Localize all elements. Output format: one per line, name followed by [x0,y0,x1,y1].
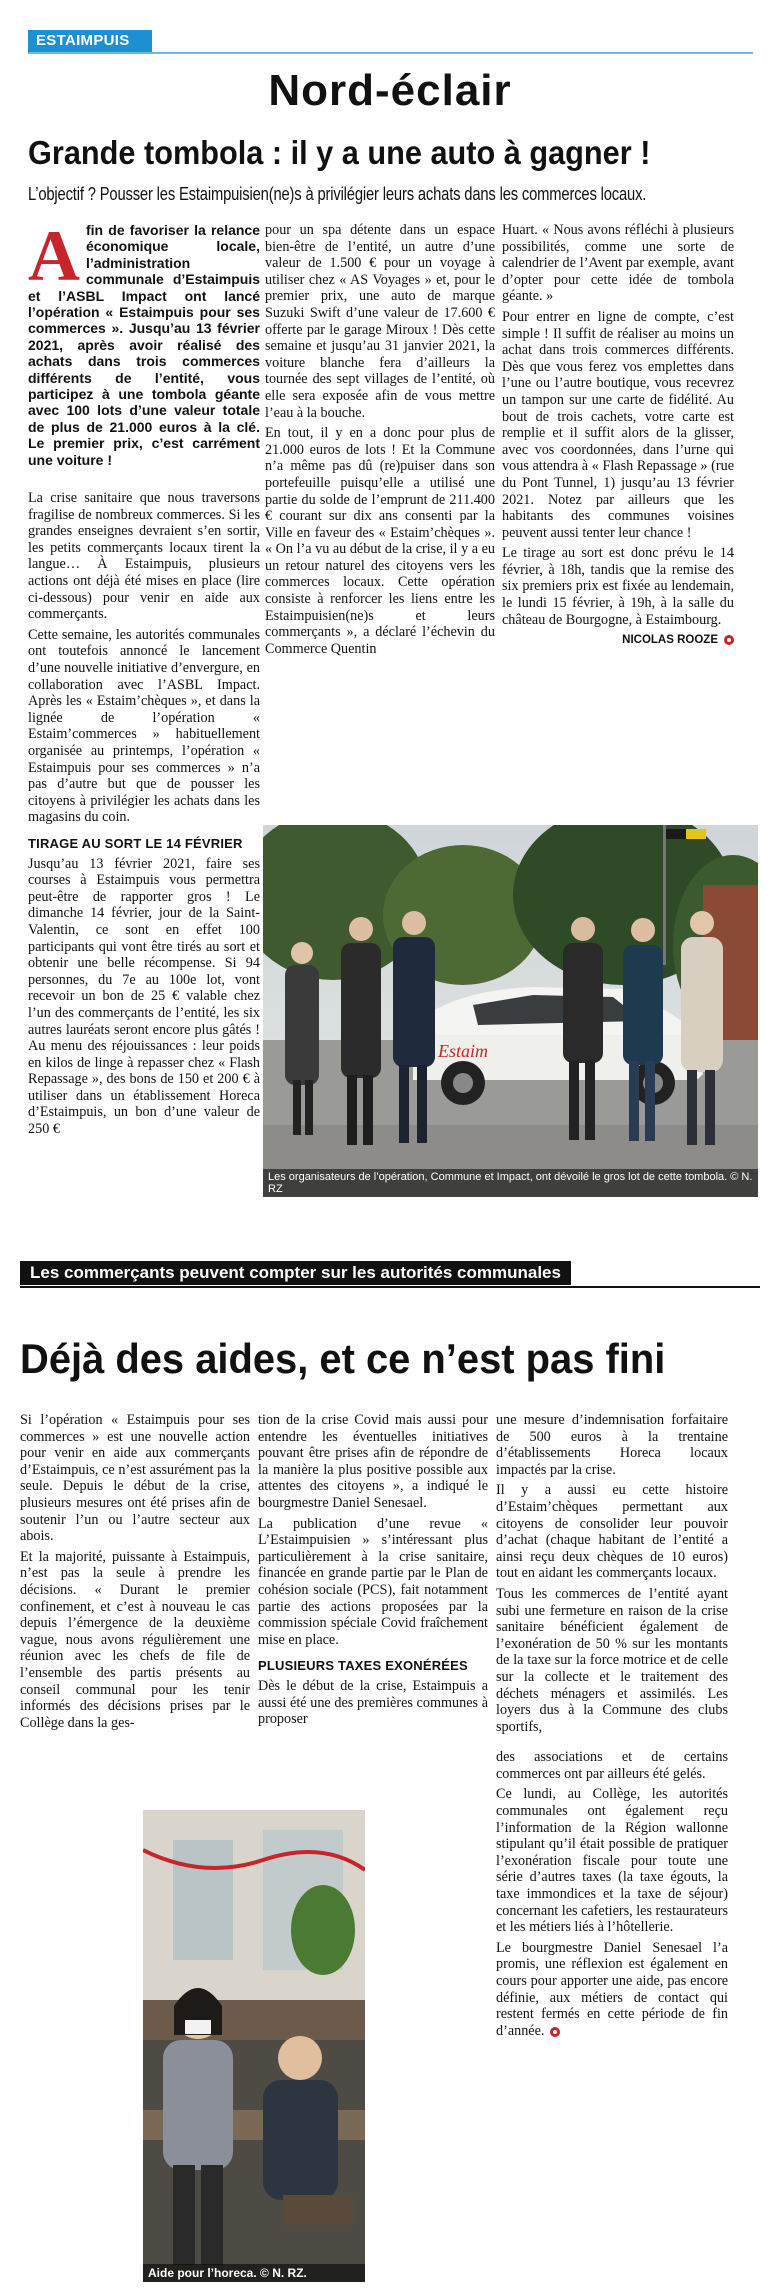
article1-paragraph: En tout, il y en a donc pour plus de 21.000 euros de lots ! Et la Commune n’a même pas dû (re)puiser dans son portefeuille puisqu’elle a utilisé une partie du solde de l’emprunt de 211.400 € courant sur dix ans consenti par la Ville en faveur des « Estaim’chèques ». « On l’a vu au début de la crise, il y a eu un retour naturel des citoyens vers les commerces locaux. Cette opération consiste à renforcer les liens entre les Estaimpuisien(ne)s et leurs commerçants », a déclaré l’échevin du Commerce Quentin [265,425,495,657]
article1-headline: Grande tombola : il y a une auto à gagner ! [28,134,651,171]
banner-rule [20,1286,760,1288]
article2-paragraph: des associations et de certains commerces ont par ailleurs été gelés. [496,1749,728,1782]
section-tag: ESTAIMPUIS [28,30,152,52]
car-logo: Estaim [438,1041,489,1061]
article2-paragraph: Dès le début de la crise, Estaimpuis a aussi été une des premières communes à proposer [258,1677,488,1728]
byline-name: NICOLAS ROOZE [622,634,718,647]
end-mark-icon [550,2027,560,2037]
article2-paragraph: tion de la crise Covid mais aussi pour entendre les éventuelles initiatives pouvant être prises afin de répondre de la manière la plus positive possible aux attentes des citoyens », a indiqué le bourgmestre Daniel Senesael. [258,1412,488,1511]
article1-paragraph: pour un spa détente dans un espace bien-être de l’entité, un autre d’une valeur de 1.500 € pour un voyage à utiliser chez « AS Voyages » et, pour le premier prix, une auto de marque Suzuki Swift d’une valeur de 17.600 € offerte par le garage Miroux ! Dès cette semaine et jusqu’au 31 janvier 2021, la voiture blanche fera d’ailleurs la tournée des sept villages de l’entité, où elle sera exposée afin de vous mettre l’eau à la bouche. [265,222,495,421]
article1-paragraph: Le tirage au sort est donc prévu le 14 février, à 18h, tandis que la remise des six premiers prix est fixée au lendemain, le lundi 15 février, à 19h, à la salle du château de Bourgogne, à Estaimbourg. [502,545,734,628]
article1-intro [28,216,260,468]
article1-paragraph: La crise sanitaire que nous traversons fragilise de nombreux commerces. Si les grandes enseignes devraient s’en sortir, les petits commerçants locaux tirent la langue… À Estaimpuis, plusieurs actions ont déjà été mises en place (lire ci-dessous) pour venir en aide aux commerçants. [28,490,260,623]
section-rule [28,52,753,54]
end-mark-icon [724,635,734,645]
article2-paragraph: Ce lundi, au Collège, les autorités communales ont également reçu l’information de la Région wallonne stipulant qu’il était possible de pratiquer l’exonération fiscale pour toute une série d’autres taxes (la taxe égouts, la taxe immondices et la taxe de séjour) concernant les cafetiers, les restaurateurs et les métiers liés à l’hôtellerie. [496,1786,729,1936]
article1-subhead: TIRAGE AU SORT LE 14 FÉVRIER [28,835,243,851]
article2-paragraph: Tous les commerces de l’entité ayant subi une fermeture en raison de la crise sanitaire bénéficient également de l’exonération de 50 % sur les montants de la taxe sur la force motrice et de celle sur la collecte et le traitement des déchets ménagers et assimilés. Les loyers dus à la Commune des clubs sportifs, [496,1585,728,1735]
article2-paragraph: Et la majorité, puissante à Estaimpuis, n’est pas la seule à prendre les décisions. « Durant le premier confinement, et c’est à nouveau le cas depuis l’émergence de la deuxième vague, nous avons régulièrement une réunion avec les chefs de file de l’ensemble des partis présents au conseil communal pour les tenir informés des décisions prises par le Collège dans la ges- [20,1548,250,1731]
article2-paragraph: Il y a aussi eu cette histoire d’Estaim’chèques permettant aux citoyens de consolider leur pouvoir d’achat (chaque habitant de l’entité a ainsi reçu deux chèques de 10 euros) tout en aidant les commerçants locaux. [496,1482,728,1582]
article2-column-1 [20,1412,250,1735]
article2-subhead: PLUSIEURS TAXES EXONÉRÉES [258,1658,468,1674]
article1-paragraph: Jusqu’au 13 février 2021, faire ses courses à Estaimpuis vous permettra peut-être de rapporter gros ! Le dimanche 14 février, jour de la Saint-Valentin, ce sont en effet 100 participants qui vont être tirés au sort et obtenir une belle récompense. Si 94 personnes, du 7e au 100e lot, vont recevoir un bon de 25 € valable chez l’un des commerçants de l’entité, les six autres lauréats seront encore plus gâtés ! Au menu des réjouissances : leur poids en kilos de linge à repasser chez « Flash Repassage », des bons de 150 et 200 € à utiliser dans un établissement Horeca d’Estaimpuis, un bon d’une valeur de 250 € [28,855,260,1138]
horeca-photo-image [143,1810,365,2282]
article1-lead: L’objectif ? Pousser les Estaimpuisien(ne)s à privilégier leurs achats dans les commerces locaux. [28,184,647,204]
byline [502,632,734,649]
horeca-photo [143,1810,365,2282]
article2-headline: Déjà des aides, et ce n’est pas fini [20,1335,666,1382]
article2-paragraph: une mesure d’indemnisation forfaitaire de 500 euros à la trentaine d’établissements Horeca locaux impactés par la crise. [496,1412,728,1478]
article2-column-3 [496,1412,728,2043]
article1-column-3 [502,222,734,649]
article1-intro-text: fin de favoriser la relance économique locale, l’administration communale d’Estaimpuis et l’ASBL Impact ont lancé l’opération « Estaimpuis pour ses commerces ». Jusqu’au 13 février 2021, après avoir réalisé des achats dans trois commerces différents de l’entité, vous participez à une tombola géante avec 100 lots d’une valeur totale de plus de 21.000 euros à la clé. Le premier prix, c’est carrément une voiture ! [28,222,260,468]
tombola-photo-caption: Les organisateurs de l’opération, Commune et Impact, ont dévoilé le gros lot de cette tombola. © N. RZ [263,1169,758,1197]
tombola-photo-image [263,825,758,1197]
section-banner: Les commerçants peuvent compter sur les autorités communales [20,1261,571,1285]
tombola-photo [263,825,758,1197]
article1-column-2 [265,222,495,661]
article2-paragraph: Si l’opération « Estaimpuis pour ses commerces » est une nouvelle action pour venir en aide aux commerçants d’Estaimpuis, ce n’est assurément pas la seule. Depuis le début de la crise, plusieurs mesures ont été prises afin de soutenir l’un ou l’autre secteur aux abois. [20,1412,250,1545]
article1-paragraph: Pour entrer en ligne de compte, c’est simple ! Il suffit de réaliser au moins un achat dans trois commerces différents. Dès que vous ferez vos emplettes dans l’une ou l’autre boutique, vous recevrez un tampon sur une carte de fidélité. Au bout de trois cachets, votre carte est remplie et il suffit alors de la glisser, avec vos coordonnées, dans l’urne qui vous attendra à « Flash Repassage » (rue du Pont Tunnel, 1) jusqu’au 13 février 2021. Notez par ailleurs que les habitants des communes voisines peuvent aussi tenter leur chance ! [502,308,734,541]
dropcap: A [28,216,80,296]
article1-paragraph: Huart. « Nous avons réfléchi à plusieurs possibilités, comme une sorte de calendrier de l’Avent par exemple, avant d’opter pour cette idée de tombola géante. » [502,222,734,305]
horeca-photo-caption: Aide pour l’horeca. © N. RZ. [143,2264,365,2282]
masthead: Nord-éclair [268,66,512,115]
article2-paragraph: La publication d’une revue « L’Estaimpuisien » s’intéressant plus particulièrement à la crise sanitaire, financée en grande partie par le Plan de cohésion sociale (PCS), fait notamment partie des actions proposées par la commission spéciale Covid fraîchement mise en place. [258,1515,488,1648]
article2-paragraph [496,1940,728,2040]
article1-column-1 [28,216,260,1142]
article1-paragraph: Cette semaine, les autorités communales ont toutefois annoncé le lancement d’une nouvelle initiative d’envergure, en collaboration avec l’ASBL Impact. Après les « Estaim’chèques », et dans la lignée de l’opération « Estaim’commerces » habituellement organisée au printemps, l’opération « Estaimpuis pour ses commerces » n’a pas d’autre but que de pousser les citoyens à privilégier les achats dans les magasins du coin. [28,626,260,826]
article2-column-2 [258,1412,488,1732]
article2-closing-text: Le bourgmestre Daniel Senesael l’a promis, une réflexion est également en cours pour apporter une aide, pas encore définie, aux métiers de contact qui restent fermés en cette période de fin d’année. [496,1939,728,2039]
